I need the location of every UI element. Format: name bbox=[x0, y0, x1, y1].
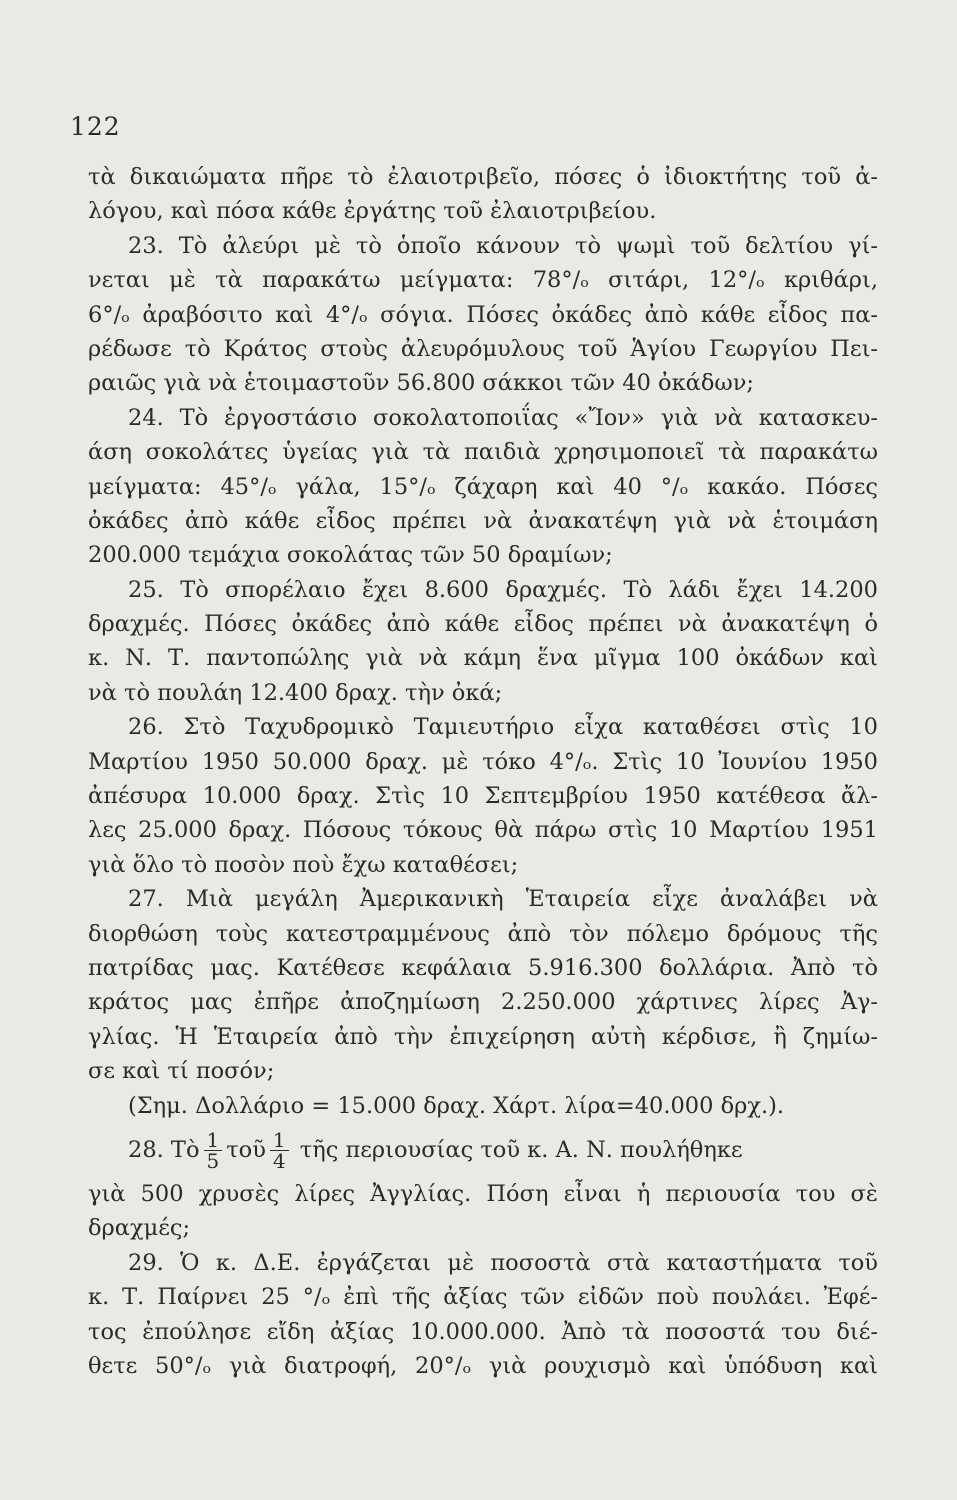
text-line: σε καὶ τί ποσόν; bbox=[88, 1058, 275, 1085]
text-line: γιὰ 500 χρυσὲς λίρες Ἀγγλίας. Πόση εἶναι ἡ περιουσία του σὲ bbox=[88, 1180, 878, 1207]
fraction-one-fifth bbox=[204, 1128, 223, 1174]
text-line: νὰ τὸ πουλάη 12.400 δραχ. τὴν ὀκά; bbox=[88, 679, 503, 706]
text-line: γλίας. Ἡ Ἑταιρεία ἀπὸ τὴν ἐπιχείρηση αὐτὴ κέρδισε, ἢ ζημίω- bbox=[88, 1023, 878, 1050]
text-line: 6°/ₒ ἀραβόσιτο καὶ 4°/ₒ σόγια. Πόσες ὀκάδες ἀπὸ κάθε εἶδος πα- bbox=[88, 301, 878, 328]
problem-25: 25. Τὸ σπορέλαιο ἔχει 8.600 δραχμές. Τὸ λάδι ἔχει 14.200 bbox=[128, 576, 878, 603]
fraction-denominator: 5 bbox=[206, 1149, 220, 1174]
fraction-one-fourth bbox=[270, 1128, 289, 1174]
text-line: ὀκάδες ἀπὸ κάθε εἶδος πρέπει νὰ ἀνακατέψη γιὰ νὰ ἑτοιμάση bbox=[88, 507, 878, 534]
text-line: μείγματα: 45°/ₒ γάλα, 15°/ₒ ζάχαρη καὶ 40 °/ₒ κακάο. Πόσες bbox=[88, 473, 878, 500]
text-line: θετε 50°/ₒ γιὰ διατροφή, 20°/ₒ γιὰ ρουχισμὸ καὶ ὑπόδυση καὶ bbox=[88, 1352, 878, 1379]
q28-mid: τοῦ bbox=[226, 1136, 266, 1163]
problem-26: 26. Στὸ Ταχυδρομικὸ Ταμιευτήριο εἶχα καταθέσει στὶς 10 bbox=[128, 714, 878, 741]
problem-29: 29. Ὁ κ. Δ.Ε. ἐργάζεται μὲ ποσοστὰ στὰ καταστήματα τοῦ bbox=[128, 1249, 878, 1276]
text-line: δραχμές. Πόσες ὀκάδες ἀπὸ κάθε εἶδος πρέπει νὰ ἀνακατέψη ὁ bbox=[88, 611, 878, 638]
text-line: κράτος μας ἐπῆρε ἀποζημίωση 2.250.000 χάρτινες λίρες Ἀγ- bbox=[88, 989, 878, 1016]
fraction-numerator: 1 bbox=[270, 1130, 289, 1151]
text-line: διορθώση τοὺς κατεστραμμένους ἀπὸ τὸν πόλεμο δρόμους τῆς bbox=[88, 920, 878, 947]
fraction-denominator: 4 bbox=[272, 1149, 286, 1174]
problem-23: 23. Τὸ ἀλεύρι μὲ τὸ ὁποῖο κάνουν τὸ ψωμὶ τοῦ δελτίου γί- bbox=[128, 232, 878, 259]
text-line: 200.000 τεμάχια σοκολάτας τῶν 50 δραμίων; bbox=[88, 542, 613, 569]
text-line: τὰ δικαιώματα πῆρε τὸ ἐλαιοτριβεῖο, πόσες ὁ ἰδιοκτήτης τοῦ ἀ- bbox=[88, 164, 878, 190]
page-text bbox=[88, 160, 878, 1383]
text-line: γιὰ ὅλο τὸ ποσὸν ποὺ ἔχω καταθέσει; bbox=[88, 851, 519, 878]
q28-pre: 28. Τὸ bbox=[128, 1136, 200, 1163]
text-line: πατρίδας μας. Κατέθεσε κεφάλαια 5.916.300 δολλάρια. Ἀπὸ τὸ bbox=[88, 954, 878, 981]
page-number: 122 bbox=[70, 112, 121, 141]
text-line: κ. Τ. Παίρνει 25 °/ₒ ἐπὶ τῆς ἀξίας τῶν εἰδῶν ποὺ πουλάει. Ἐφέ- bbox=[88, 1284, 878, 1311]
text-line: λες 25.000 δραχ. Πόσους τόκους θὰ πάρω στὶς 10 Μαρτίου 1951 bbox=[88, 817, 878, 844]
text-line: Μαρτίου 1950 50.000 δραχ. μὲ τόκο 4°/ₒ. Στὶς 10 Ἰουνίου 1950 bbox=[88, 748, 878, 775]
fraction-numerator: 1 bbox=[204, 1130, 223, 1151]
text-line: λόγου, καὶ πόσα κάθε ἐργάτης τοῦ ἐλαιοτριβείου. bbox=[88, 198, 657, 225]
text-line: ραιῶς γιὰ νὰ ἑτοιμαστοῦν 56.800 σάκκοι τῶν 40 ὀκάδων; bbox=[88, 370, 754, 397]
note-line: (Σημ. Δολλάριο = 15.000 δραχ. Χάρτ. λίρα=40.000 δρχ.). bbox=[128, 1092, 785, 1119]
text-line: κ. Ν. Τ. παντοπώλης γιὰ νὰ κάμη ἕνα μῖγμα 100 ὀκάδων καὶ bbox=[88, 645, 878, 672]
q28-post: τῆς περιουσίας τοῦ κ. Α. Ν. πουλήθηκε bbox=[299, 1136, 743, 1163]
problem-24: 24. Τὸ ἐργοστάσιο σοκολατοποιΐας «Ἴον» γιὰ νὰ κατασκευ- bbox=[128, 404, 878, 431]
text-line: τος ἐπούλησε εἴδη ἀξίας 10.000.000. Ἀπὸ τὰ ποσοστά του διέ- bbox=[88, 1318, 878, 1345]
text-line: άση σοκολάτες ὑγείας γιὰ τὰ παιδιὰ χρησιμοποιεῖ τὰ παρακάτω bbox=[88, 439, 878, 466]
text-line: δραχμές; bbox=[88, 1215, 191, 1242]
text-line: ἀπέσυρα 10.000 δραχ. Στὶς 10 Σεπτεμβρίου 1950 κατέθεσα ἄλ- bbox=[88, 783, 878, 810]
text-line: νεται μὲ τὰ παρακάτω μείγματα: 78°/ₒ σιτάρι, 12°/ₒ κριθάρι, bbox=[88, 267, 878, 294]
problem-28 bbox=[88, 1123, 878, 1177]
text-line: ρέδωσε τὸ Κράτος στοὺς ἀλευρόμυλους τοῦ Ἁγίου Γεωργίου Πει- bbox=[88, 335, 878, 362]
problem-27: 27. Μιὰ μεγάλη Ἀμερικανικὴ Ἑταιρεία εἶχε ἀναλάβει νὰ bbox=[128, 886, 878, 913]
